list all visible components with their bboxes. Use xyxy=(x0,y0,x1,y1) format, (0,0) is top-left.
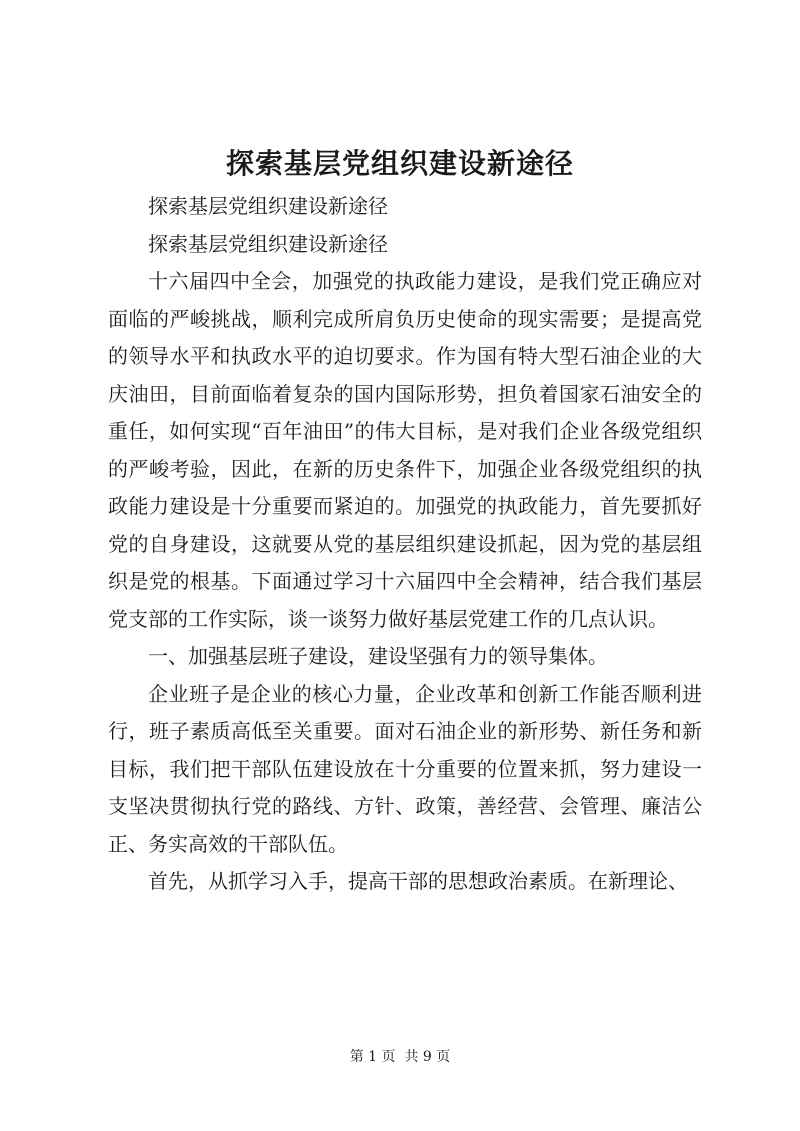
page-footer xyxy=(0,1046,800,1066)
paragraph-continued: 首先，从抓学习入手，提高干部的思想政治素质。在新理论、 xyxy=(148,869,688,893)
paragraph-body: 企业班子是企业的核心力量，企业改革和创新工作能否顺利进行，班子素质高低至关重要。面对石油企业的新形势、新任务和新目标，我们把干部队伍建设放在十分重要的位置来抓，努力建设一支坚决贯彻执行党的路线、方针、政策，善经营、会管理、廉洁公正、务实高效的干部队伍。 xyxy=(108,681,702,856)
paragraph-intro: 十六届四中全会，加强党的执政能力建设，是我们党正确应对面临的严峻挑战，顺利完成所肩负历史使命的现实需要；是提高党的领导水平和执政水平的迫切要求。作为国有特大型石油企业的大庆油田，目前面临着复杂的国内国际形势，担负着国家石油安全的重任，如何实现“百年油田”的伟大目标，是对我们企业各级党组织的严峻考验，因此，在新的历史条件下，加强企业各级党组织的执政能力建设是十分重要而紧迫的。加强党的执政能力，首先要抓好党的自身建设，这就要从党的基层组织建设抓起，因为党的基层组织是党的根基。下面通过学习十六届四中全会精神，结合我们基层党支部的工作实际，谈一谈努力做好基层党建工作的几点认识。 xyxy=(108,269,702,631)
document-body xyxy=(108,188,702,901)
document-title: 探索基层党组织建设新途径 xyxy=(225,147,574,180)
paragraph-subtitle-2: 探索基层党组织建设新途径 xyxy=(148,231,388,256)
paragraph-subtitle-1: 探索基层党组织建设新途径 xyxy=(148,194,388,218)
section-heading: 一、加强基层班子建设，建设坚强有力的领导集体。 xyxy=(148,644,608,668)
page-number-label: 第 1 页 共 9 页 xyxy=(349,1049,451,1065)
